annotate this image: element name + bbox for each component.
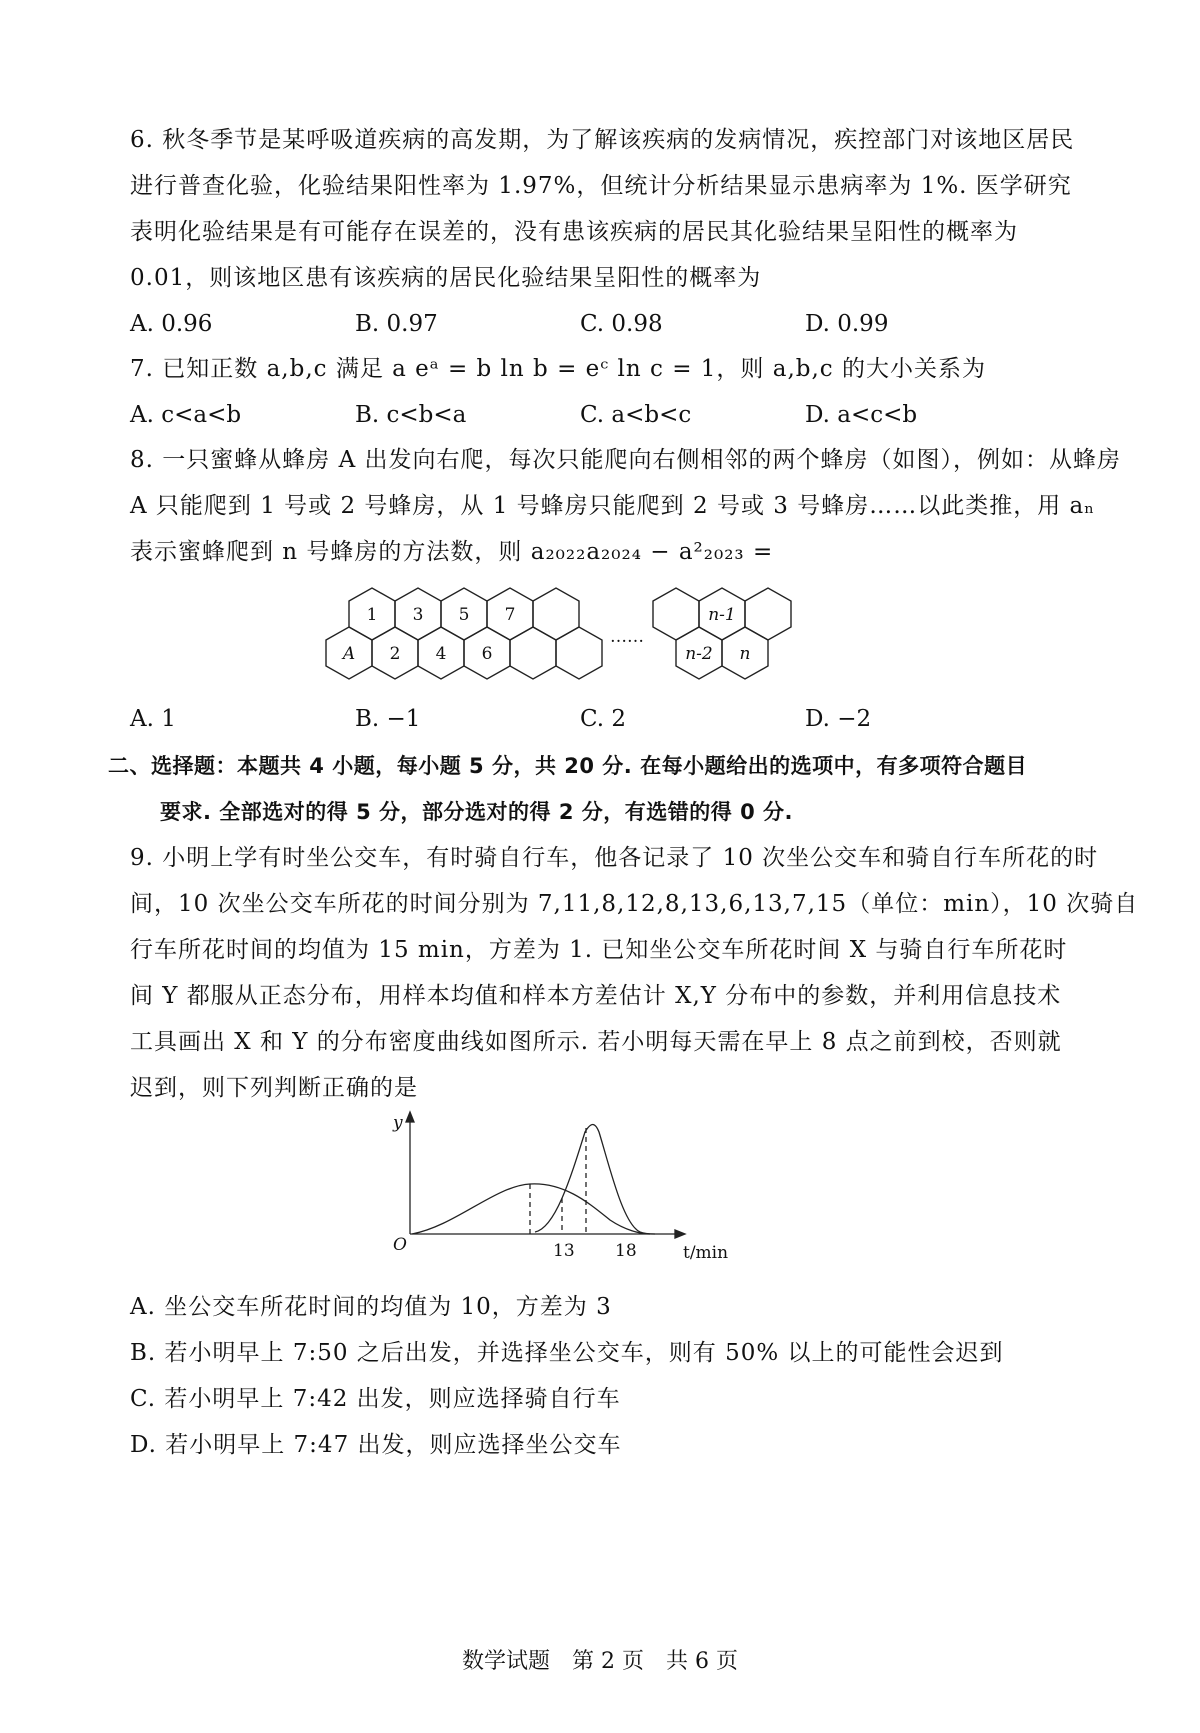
q9-line-2: 间，10 次坐公交车所花的时间分别为 7,11,8,12,8,13,6,13,7,15（单位：min），10 次骑自 — [130, 891, 1139, 917]
q7-line-1: 7. 已知正数 a,b,c 满足 a eᵃ = b ln b = eᶜ ln c = 1，则 a,b,c 的大小关系为 — [130, 356, 986, 382]
q9-option-b: B. 若小明早上 7:50 之后出发，并选择坐公交车，则有 50% 以上的可能性会迟到 — [130, 1340, 1004, 1366]
q9-option-a: A. 坐公交车所花时间的均值为 10，方差为 3 — [130, 1294, 612, 1320]
q6-option-c: C. 0.98 — [580, 311, 663, 337]
q9-line-4: 间 Y 都服从正态分布，用样本均值和样本方差估计 X,Y 分布中的参数，并利用信息技术 — [130, 983, 1062, 1009]
cell-label-a: A — [342, 644, 356, 664]
cell-label-n: n — [739, 644, 751, 664]
honeycomb-figure — [300, 572, 820, 692]
q9-option-d: D. 若小明早上 7:47 出发，则应选择坐公交车 — [130, 1432, 622, 1458]
page-footer: 数学试题 第 2 页 共 6 页 — [462, 1649, 738, 1674]
q9-line-6: 迟到，则下列判断正确的是 — [130, 1075, 418, 1101]
section2-heading-line-1: 二、选择题：本题共 4 小题，每小题 5 分，共 20 分. 在每小题给出的选项中，有多项符合题目 — [108, 754, 1028, 778]
cell-label-7: 7 — [504, 605, 516, 625]
q9-line-5: 工具画出 X 和 Y 的分布密度曲线如图所示. 若小明每天需在早上 8 点之前到校，否则就 — [130, 1029, 1062, 1055]
x-axis-arrow-icon — [675, 1230, 685, 1238]
cell-label-4: 4 — [435, 644, 447, 664]
q7-option-c: C. a<b<c — [580, 402, 692, 428]
q7-option-b: B. c<b<a — [355, 402, 467, 428]
q6-line-2: 进行普查化验，化验结果阳性率为 1.97%，但统计分析结果显示患病率为 1%. 医学研究 — [130, 173, 1072, 199]
q8-line-3: 表示蜜蜂爬到 n 号蜂房的方法数，则 a₂₀₂₂a₂₀₂₄ − a²₂₀₂₃ = — [130, 539, 774, 565]
q6-line-4: 0.01，则该地区患有该疾病的居民化验结果呈阳性的概率为 — [130, 265, 762, 291]
cell-label-3: 3 — [412, 605, 424, 625]
ellipsis: …… — [610, 627, 644, 647]
q8-option-d: D. −2 — [805, 706, 872, 732]
q6-option-a: A. 0.96 — [130, 311, 213, 337]
section2-heading-line-2: 要求. 全部选对的得 5 分，部分选对的得 2 分，有选错的得 0 分. — [160, 800, 793, 824]
q6-line-3: 表明化验结果是有可能存在误差的，没有患该疾病的居民其化验结果呈阳性的概率为 — [130, 219, 1018, 245]
q9-line-1: 9. 小明上学有时坐公交车，有时骑自行车，他各记录了 10 次坐公交车和骑自行车所花的时 — [130, 845, 1099, 871]
q7-option-a: A. c<a<b — [130, 402, 242, 428]
tick-label-18: 18 — [615, 1241, 637, 1261]
cell-label-n-2: n-2 — [685, 644, 713, 664]
q7-option-d: D. a<c<b — [805, 402, 918, 428]
cell-label-6: 6 — [481, 644, 493, 664]
density-curve-graph — [385, 1108, 735, 1268]
q9-option-c: C. 若小明早上 7:42 出发，则应选择骑自行车 — [130, 1386, 621, 1412]
q6-line-1: 6. 秋冬季节是某呼吸道疾病的高发期，为了解该疾病的发病情况，疾控部门对该地区居民 — [130, 127, 1075, 153]
y-axis-arrow-icon — [406, 1112, 414, 1122]
q8-option-c: C. 2 — [580, 706, 627, 732]
y-axis-label: y — [393, 1113, 403, 1133]
bike-density-curve — [535, 1125, 655, 1235]
x-axis-label: t/min — [683, 1243, 729, 1263]
origin-label: O — [393, 1235, 407, 1255]
tick-label-13: 13 — [553, 1241, 575, 1261]
q8-line-1: 8. 一只蜜蜂从蜂房 A 出发向右爬，每次只能爬向右侧相邻的两个蜂房（如图），例如：从蜂房 — [130, 447, 1121, 473]
cell-label-2: 2 — [389, 644, 401, 664]
cell-label-1: 1 — [366, 605, 378, 625]
q8-line-2: A 只能爬到 1 号或 2 号蜂房，从 1 号蜂房只能爬到 2 号或 3 号蜂房……以此类推，用 aₙ — [130, 493, 1096, 519]
q8-option-a: A. 1 — [130, 706, 176, 732]
q9-line-3: 行车所花时间的均值为 15 min，方差为 1. 已知坐公交车所花时间 X 与骑自行车所花时 — [130, 937, 1068, 963]
q8-option-b: B. −1 — [355, 706, 421, 732]
q6-option-d: D. 0.99 — [805, 311, 889, 337]
cell-label-n-1: n-1 — [708, 605, 736, 625]
cell-label-5: 5 — [458, 605, 470, 625]
q6-option-b: B. 0.97 — [355, 311, 438, 337]
bus-density-curve — [412, 1184, 650, 1234]
